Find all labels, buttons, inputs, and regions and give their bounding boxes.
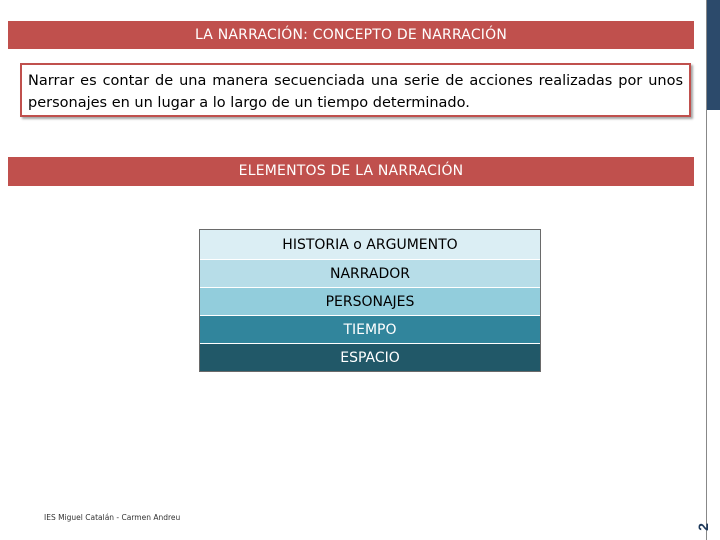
definition-box: Narrar es contar de una manera secuenciada una serie de acciones realizadas por unos personajes en un lugar a lo largo de un tiempo determinado. (20, 63, 691, 117)
element-narrador: NARRADOR (200, 259, 540, 287)
slide-title: LA NARRACIÓN: CONCEPTO DE NARRACIÓN (8, 21, 694, 49)
right-side-bar (700, 0, 720, 540)
elements-stack (199, 229, 541, 372)
elements-heading: ELEMENTOS DE LA NARRACIÓN (8, 157, 694, 186)
element-tiempo: TIEMPO (200, 315, 540, 343)
page-number: 2 (695, 523, 711, 531)
element-historia: HISTORIA o ARGUMENTO (200, 230, 540, 259)
element-personajes: PERSONAJES (200, 287, 540, 315)
footer-credit: IES Miguel Catalán - Carmen Andreu (44, 513, 181, 522)
element-espacio: ESPACIO (200, 343, 540, 371)
side-accent-bar (707, 0, 720, 110)
